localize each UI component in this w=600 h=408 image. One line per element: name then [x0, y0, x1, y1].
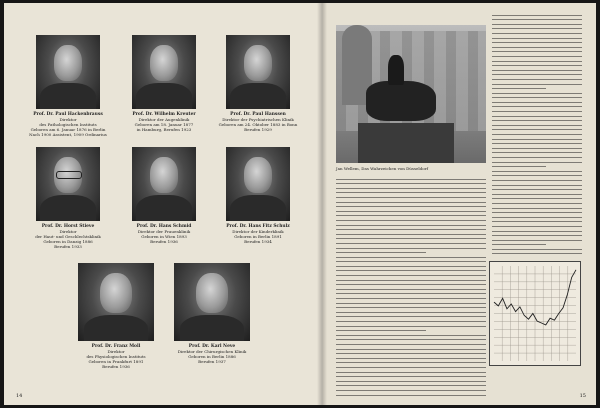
chart-svg: [490, 262, 580, 365]
caption-name: Prof. Dr. Hans Fitz Schulz: [226, 224, 290, 229]
portrait-caption: [210, 112, 306, 132]
caption-name: Prof. Dr. Karl Neve: [188, 344, 236, 349]
caption-role: Direktor der Augenklinik: [138, 117, 190, 122]
portrait-photo: [36, 147, 100, 221]
caption-line2: Geboren in Wien 1893: [141, 234, 187, 239]
portrait-card: [116, 147, 212, 244]
caption-line3: Geboren in Frankfurt 1891: [88, 359, 144, 364]
caption-line2: Geboren am 24. Oktober 1883 in Bonn: [218, 122, 298, 127]
portrait-photo: [174, 263, 250, 341]
caption-role: Direktor: [107, 349, 125, 354]
portrait-card: [116, 35, 212, 132]
statue-photo: [336, 25, 486, 163]
caption-line3: Geboren in Danzig 1886: [43, 239, 93, 244]
caption-line2: Geboren in Berlin 1886: [188, 354, 236, 359]
caption-line4: Nach 1900 Assistent, 1909 Ordinarius: [29, 132, 107, 137]
portrait-card: [210, 35, 306, 132]
book-spread: [4, 3, 596, 405]
caption-line4: Berufen 1936: [102, 364, 130, 369]
caption-role: Direktor der Kinderklinik: [232, 229, 284, 234]
portrait-caption: [116, 224, 212, 244]
caption-role: Direktor der Chirurgischen Klinik: [177, 349, 247, 354]
caption-name: Prof. Dr. Franz Moll: [91, 344, 141, 349]
caption-line2: Geboren am 18. Januar 1877: [134, 122, 194, 127]
portrait-caption: [20, 112, 116, 137]
caption-name: Prof. Dr. Wilhelm Kreuter: [132, 112, 196, 117]
caption-line3: Berufen 1936: [150, 239, 178, 244]
right-page: [322, 3, 596, 405]
text-line: [336, 391, 486, 396]
caption-line3: Berufen 1937: [198, 359, 226, 364]
caption-line2: Geboren in Berlin 1891: [234, 234, 282, 239]
left-page: [4, 3, 322, 405]
portrait-caption: [210, 224, 306, 244]
line-chart: [489, 261, 581, 366]
caption-line2: des Pathologischen Instituts: [39, 122, 97, 127]
caption-role: Direktor: [59, 117, 77, 122]
portrait-caption: [116, 112, 212, 132]
book-gutter: [317, 3, 327, 405]
portrait-caption: [68, 344, 164, 369]
portrait-photo: [132, 35, 196, 109]
page-number-left: 14: [16, 393, 23, 399]
caption-role: Direktor der Psychiatrischen Klinik: [222, 117, 294, 122]
portrait-photo: [226, 147, 290, 221]
caption-line3: Berufen 1929: [244, 127, 272, 132]
text-column-upper-right: [492, 11, 582, 257]
portrait-card: [20, 35, 116, 137]
portrait-card: [210, 147, 306, 244]
portrait-photo: [226, 35, 290, 109]
text-line: [492, 250, 582, 255]
caption-name: Prof. Dr. Hans Schmid: [136, 224, 192, 229]
caption-line3: Geboren am 6. Januar 1876 in Berlin: [30, 127, 106, 132]
photo-caption: Jan Wellem, Das Wahrzeichen von Düsseldorf: [336, 166, 428, 171]
portrait-caption: [20, 224, 116, 249]
portrait-card: [20, 147, 116, 249]
caption-role: Direktor: [59, 229, 77, 234]
caption-role: Direktor der Frauenklinik: [137, 229, 191, 234]
portrait-caption: [164, 344, 260, 364]
text-column-lower-left: [336, 175, 486, 397]
caption-line3: Berufen 1934: [244, 239, 272, 244]
caption-line4: Berufen 1933: [54, 244, 82, 249]
caption-line3: in Hamburg, Berufen 1923: [136, 127, 192, 132]
page-number-right: 15: [579, 393, 586, 399]
caption-name: Prof. Dr. Paul Hanssen: [230, 112, 286, 117]
caption-name: Prof. Dr. Horst Stieve: [41, 224, 95, 229]
caption-name: Prof. Dr. Paul Hackenbrauss: [33, 112, 103, 117]
portrait-photo: [36, 35, 100, 109]
portrait-card: [68, 263, 164, 369]
caption-line2: des Physiologischen Instituts: [86, 354, 146, 359]
portrait-card: [164, 263, 260, 364]
portrait-photo: [132, 147, 196, 221]
caption-line2: der Haut- und Geschlechtsklinik: [35, 234, 101, 239]
portrait-photo: [78, 263, 154, 341]
